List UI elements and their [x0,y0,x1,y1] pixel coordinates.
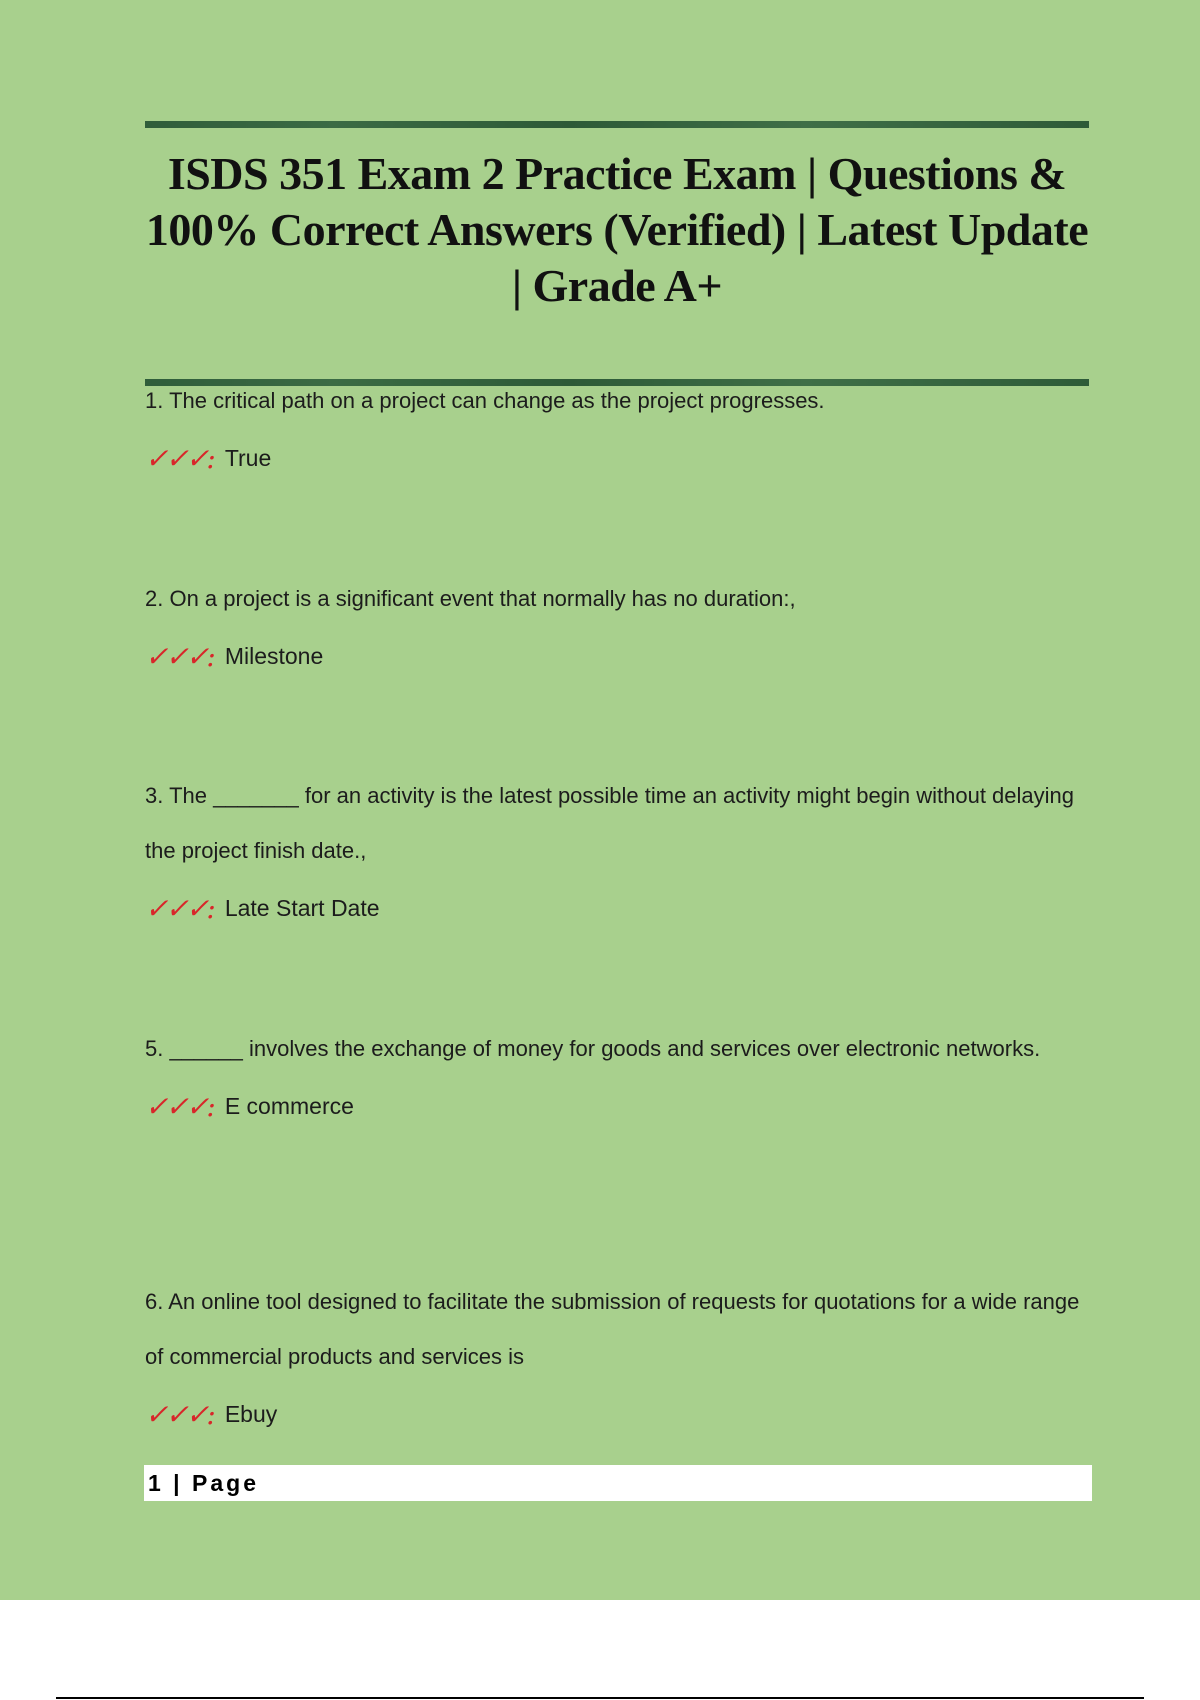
page-number: 1 | Page [148,1469,259,1496]
answer-text: Ebuy [224,1400,278,1427]
answer-row [145,438,1085,478]
question-text: 2. On a project is a significant event that normally has no duration:, [145,586,796,611]
answer-row [145,1086,1085,1126]
answer-text: Late Start Date [224,894,380,921]
question-text: 5. ______ involves the exchange of money for goods and services over electronic networks. [145,1036,1041,1061]
check-mark-icon: ✓✓✓: [145,1089,213,1123]
answer-row [145,1394,1085,1434]
title-top-rule [145,121,1089,128]
question-text: 1. The critical path on a project can change as the project progresses. [145,388,825,413]
question-item-3 [145,768,1085,928]
question-item-6 [145,1274,1085,1434]
question-item-2 [145,571,1085,676]
answer-text: True [224,444,272,471]
answer-text: E commerce [224,1092,354,1119]
check-mark-icon: ✓✓✓: [145,1397,213,1431]
answer-row [145,888,1085,928]
check-mark-icon: ✓✓✓: [145,891,213,925]
answer-row [145,636,1085,676]
question-item-5 [145,1021,1085,1126]
document-title: ISDS 351 Exam 2 Practice Exam | Questions & 100% Correct Answers (Verified) | Latest Update | Grade A+ [145,148,1089,311]
page-divider [56,1697,1144,1699]
check-mark-icon: ✓✓✓: [145,441,213,475]
page-footer [144,1465,1092,1501]
question-item-1 [145,373,1085,478]
question-text: 6. An online tool designed to facilitate the submission of requests for quotations for a wide range of commercial products and services is [145,1289,1080,1369]
check-mark-icon: ✓✓✓: [145,639,213,673]
answer-text: Milestone [224,642,324,669]
question-text: 3. The _______ for an activity is the latest possible time an activity might begin without delaying the project finish date., [145,783,1075,863]
